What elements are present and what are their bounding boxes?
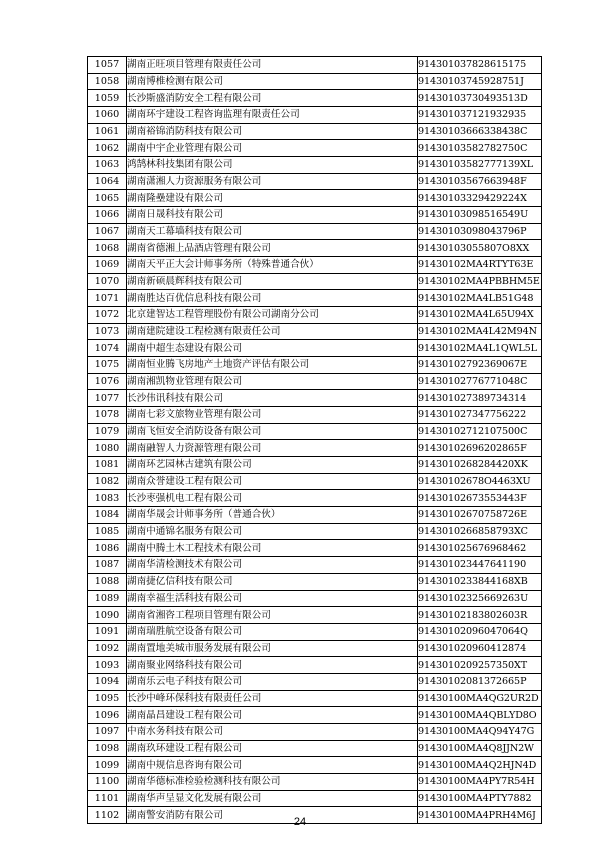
company-name: 湖南幸福生活科技有限公司 — [127, 590, 418, 607]
row-number: 1085 — [88, 523, 127, 540]
row-number: 1088 — [88, 573, 127, 590]
credit-code: 91430100MA4PY7R54H — [418, 773, 542, 790]
credit-code: 9143010233844168XB — [418, 573, 542, 590]
table-row — [88, 657, 542, 674]
credit-code: 91430102712107500C — [418, 423, 542, 440]
table-row — [88, 223, 542, 240]
row-number: 1081 — [88, 457, 127, 474]
row-number: 1090 — [88, 607, 127, 624]
table-row — [88, 307, 542, 324]
credit-code: 91430100MA4PTY7882 — [418, 790, 542, 807]
table-row — [88, 790, 542, 807]
row-number: 1086 — [88, 540, 127, 557]
credit-code: 91430103567663948F — [418, 173, 542, 190]
credit-code: 91430102MA4RTYT63E — [418, 257, 542, 274]
credit-code: 91430102670758726E — [418, 507, 542, 524]
row-number: 1063 — [88, 157, 127, 174]
credit-code: 91430100MA4QG2UR2D — [418, 690, 542, 707]
table-row — [88, 523, 542, 540]
table-row — [88, 407, 542, 424]
row-number: 1087 — [88, 557, 127, 574]
table-row — [88, 773, 542, 790]
company-name: 湖南晶昌建设工程有限公司 — [127, 707, 418, 724]
table-row — [88, 390, 542, 407]
company-name: 湖南环宇建设工程咨询监理有限责任公司 — [127, 107, 418, 124]
credit-code: 91430100MA4Q94Y47G — [418, 723, 542, 740]
table-row — [88, 190, 542, 207]
credit-code: 914301037121932935 — [418, 107, 542, 124]
company-name: 湖南省湘咨工程项目管理有限公司 — [127, 607, 418, 624]
table-row — [88, 573, 542, 590]
table-row — [88, 207, 542, 224]
row-number: 1059 — [88, 90, 127, 107]
credit-code: 914301027347756222 — [418, 407, 542, 424]
row-number: 1071 — [88, 290, 127, 307]
credit-code: 914301025676968462 — [418, 540, 542, 557]
table-row — [88, 257, 542, 274]
credit-code: 9143010266858793XC — [418, 523, 542, 540]
credit-code: 91430102MA4LB51G48 — [418, 290, 542, 307]
company-name: 湖南正旺项目管理有限责任公司 — [127, 57, 418, 74]
table-row — [88, 740, 542, 757]
table-row — [88, 690, 542, 707]
row-number: 1072 — [88, 307, 127, 324]
table-row — [88, 157, 542, 174]
credit-code: 91430103098043796P — [418, 223, 542, 240]
credit-code: 91430103666338438C — [418, 123, 542, 140]
company-name: 湖南中腾土木工程技术有限公司 — [127, 540, 418, 557]
row-number: 1092 — [88, 640, 127, 657]
row-number: 1058 — [88, 73, 127, 90]
company-name: 湖南七彩文旅物业管理有限公司 — [127, 407, 418, 424]
table-row — [88, 473, 542, 490]
credit-code: 91430100MA4PRH4M6J — [418, 807, 542, 824]
row-number: 1091 — [88, 623, 127, 640]
table-row — [88, 540, 542, 557]
table-row — [88, 490, 542, 507]
company-name: 湖南置地美城市服务发展有限公司 — [127, 640, 418, 657]
table-row — [88, 607, 542, 624]
row-number: 1084 — [88, 507, 127, 524]
company-name: 长沙斯盛消防安全工程有限公司 — [127, 90, 418, 107]
table-row — [88, 623, 542, 640]
credit-code: 914301037828615175 — [418, 57, 542, 74]
credit-code: 91430100MA4Q2HJN4D — [418, 757, 542, 774]
table-row — [88, 707, 542, 724]
row-number: 1102 — [88, 807, 127, 824]
row-number: 1082 — [88, 473, 127, 490]
table-row — [88, 373, 542, 390]
company-name: 湖南捷亿信科技有限公司 — [127, 573, 418, 590]
table-row — [88, 457, 542, 474]
row-number: 1079 — [88, 423, 127, 440]
credit-code: 914301027389734314 — [418, 390, 542, 407]
credit-code: 914301023447641190 — [418, 557, 542, 574]
row-number: 1097 — [88, 723, 127, 740]
company-name: 湖南恒业腾飞房地产土地资产评估有限公司 — [127, 357, 418, 374]
row-number: 1073 — [88, 323, 127, 340]
row-number: 1094 — [88, 673, 127, 690]
company-name: 湖南飞恒安全消防设备有限公司 — [127, 423, 418, 440]
credit-code: 91430103745928751J — [418, 73, 542, 90]
company-name: 湖南省德湘上品酒店管理有限公司 — [127, 240, 418, 257]
row-number: 1099 — [88, 757, 127, 774]
row-number: 1078 — [88, 407, 127, 424]
table-row — [88, 723, 542, 740]
company-name: 湖南新硕晨辉科技有限公司 — [127, 273, 418, 290]
company-name: 北京建智达工程管理股份有限公司湖南分公司 — [127, 307, 418, 324]
row-number: 1057 — [88, 57, 127, 74]
table-row — [88, 57, 542, 74]
company-name: 湖南博椎检测有限公司 — [127, 73, 418, 90]
company-name: 湖南警安消防有限公司 — [127, 807, 418, 824]
company-name: 湖南潇湘人力资源服务有限公司 — [127, 173, 418, 190]
row-number: 1080 — [88, 440, 127, 457]
row-number: 1093 — [88, 657, 127, 674]
company-name: 湖南中通锦名服务有限公司 — [127, 523, 418, 540]
company-name: 长沙枣强机电工程有限公司 — [127, 490, 418, 507]
company-name: 长沙中峰环保科技有限责任公司 — [127, 690, 418, 707]
table-row — [88, 590, 542, 607]
row-number: 1098 — [88, 740, 127, 757]
row-number: 1070 — [88, 273, 127, 290]
company-name: 湖南湘凯物业管理有限公司 — [127, 373, 418, 390]
company-name: 中南水务科技有限公司 — [127, 723, 418, 740]
table-row — [88, 357, 542, 374]
row-number: 1100 — [88, 773, 127, 790]
credit-code: 91430102792369067E — [418, 357, 542, 374]
row-number: 1068 — [88, 240, 127, 257]
company-name: 湖南众誉建设工程有限公司 — [127, 473, 418, 490]
row-number: 1069 — [88, 257, 127, 274]
row-number: 1096 — [88, 707, 127, 724]
table-row — [88, 107, 542, 124]
credit-code: 91430103055807O8XX — [418, 240, 542, 257]
company-name: 湖南融智人力资源管理有限公司 — [127, 440, 418, 457]
row-number: 1076 — [88, 373, 127, 390]
credit-code: 91430102696202865F — [418, 440, 542, 457]
credit-code: 91430103582782750C — [418, 140, 542, 157]
row-number: 1062 — [88, 140, 127, 157]
table-row — [88, 640, 542, 657]
table-row — [88, 440, 542, 457]
company-name: 湖南中超生态建设有限公司 — [127, 340, 418, 357]
table-row — [88, 673, 542, 690]
row-number: 1074 — [88, 340, 127, 357]
credit-code: 91430103098516549U — [418, 207, 542, 224]
company-list-table — [87, 56, 542, 824]
table-row — [88, 273, 542, 290]
row-number: 1061 — [88, 123, 127, 140]
credit-code: 91430102MA4L65U94X — [418, 307, 542, 324]
company-name: 湖南裕锦消防科技有限公司 — [127, 123, 418, 140]
row-number: 1060 — [88, 107, 127, 124]
credit-code: 91430102081372665P — [418, 673, 542, 690]
company-name: 湖南乐云电子科技有限公司 — [127, 673, 418, 690]
row-number: 1075 — [88, 357, 127, 374]
row-number: 1089 — [88, 590, 127, 607]
company-name: 鸿鹄林科技集团有限公司 — [127, 157, 418, 174]
company-name: 湖南华声呈显文化发展有限公司 — [127, 790, 418, 807]
company-name: 湖南瑞胜航空设备有限公司 — [127, 623, 418, 640]
row-number: 1066 — [88, 207, 127, 224]
row-number: 1064 — [88, 173, 127, 190]
credit-code: 91430103582777139XL — [418, 157, 542, 174]
credit-code: 91430102MA4L1QWL5L — [418, 340, 542, 357]
table-row — [88, 123, 542, 140]
table-row — [88, 90, 542, 107]
page-number: 24 — [293, 816, 307, 828]
table-row — [88, 507, 542, 524]
credit-code: 914301020960412874 — [418, 640, 542, 657]
credit-code: 91430100MA4Q8JJN2W — [418, 740, 542, 757]
company-name: 湖南胜达百优信息科技有限公司 — [127, 290, 418, 307]
table-row — [88, 140, 542, 157]
company-name: 湖南隆壘建设有限公司 — [127, 190, 418, 207]
table-row — [88, 340, 542, 357]
company-name: 湖南聚业网络科技有限公司 — [127, 657, 418, 674]
table-row — [88, 240, 542, 257]
row-number: 1083 — [88, 490, 127, 507]
table-row — [88, 73, 542, 90]
credit-code: 91430102MA4PBBHM5E — [418, 273, 542, 290]
company-name: 湖南玖环建设工程有限公司 — [127, 740, 418, 757]
company-name: 湖南建院建设工程检测有限责任公司 — [127, 323, 418, 340]
credit-code: 91430102183802603R — [418, 607, 542, 624]
credit-code: 91430102325669263U — [418, 590, 542, 607]
company-name: 湖南华清检测技术有限公司 — [127, 557, 418, 574]
credit-code: 91430102678O4463XU — [418, 473, 542, 490]
table-row — [88, 173, 542, 190]
credit-code: 91430100MA4QBLYD8O — [418, 707, 542, 724]
company-name: 湖南中宇企业管理有限公司 — [127, 140, 418, 157]
credit-code: 91430102673553443F — [418, 490, 542, 507]
table-row — [88, 757, 542, 774]
credit-code: 91430102MA4L42M94N — [418, 323, 542, 340]
company-name: 湖南华晟会计师事务所（普通合伙） — [127, 507, 418, 524]
company-name: 湖南日晟科技有限公司 — [127, 207, 418, 224]
credit-code: 91430102776771048C — [418, 373, 542, 390]
credit-code: 9143010268284420XK — [418, 457, 542, 474]
company-name: 湖南天平正大会计师事务所（特殊普通合伙） — [127, 257, 418, 274]
row-number: 1095 — [88, 690, 127, 707]
table-row — [88, 323, 542, 340]
credit-code: 91430103730493513D — [418, 90, 542, 107]
credit-code: 91430103329429224X — [418, 190, 542, 207]
company-name: 湖南中规信息咨询有限公司 — [127, 757, 418, 774]
row-number: 1065 — [88, 190, 127, 207]
credit-code: 9143010209257350XT — [418, 657, 542, 674]
company-name: 湖南天工幕墙科技有限公司 — [127, 223, 418, 240]
table-row — [88, 423, 542, 440]
table-row — [88, 557, 542, 574]
row-number: 1077 — [88, 390, 127, 407]
row-number: 1101 — [88, 790, 127, 807]
credit-code: 91430102096047064Q — [418, 623, 542, 640]
company-name: 长沙伟讯科技有限公司 — [127, 390, 418, 407]
company-name: 湖南华德标准检验检测科技有限公司 — [127, 773, 418, 790]
company-list-body — [88, 57, 542, 824]
company-name: 湖南环艺园林古建筑有限公司 — [127, 457, 418, 474]
row-number: 1067 — [88, 223, 127, 240]
table-row — [88, 290, 542, 307]
